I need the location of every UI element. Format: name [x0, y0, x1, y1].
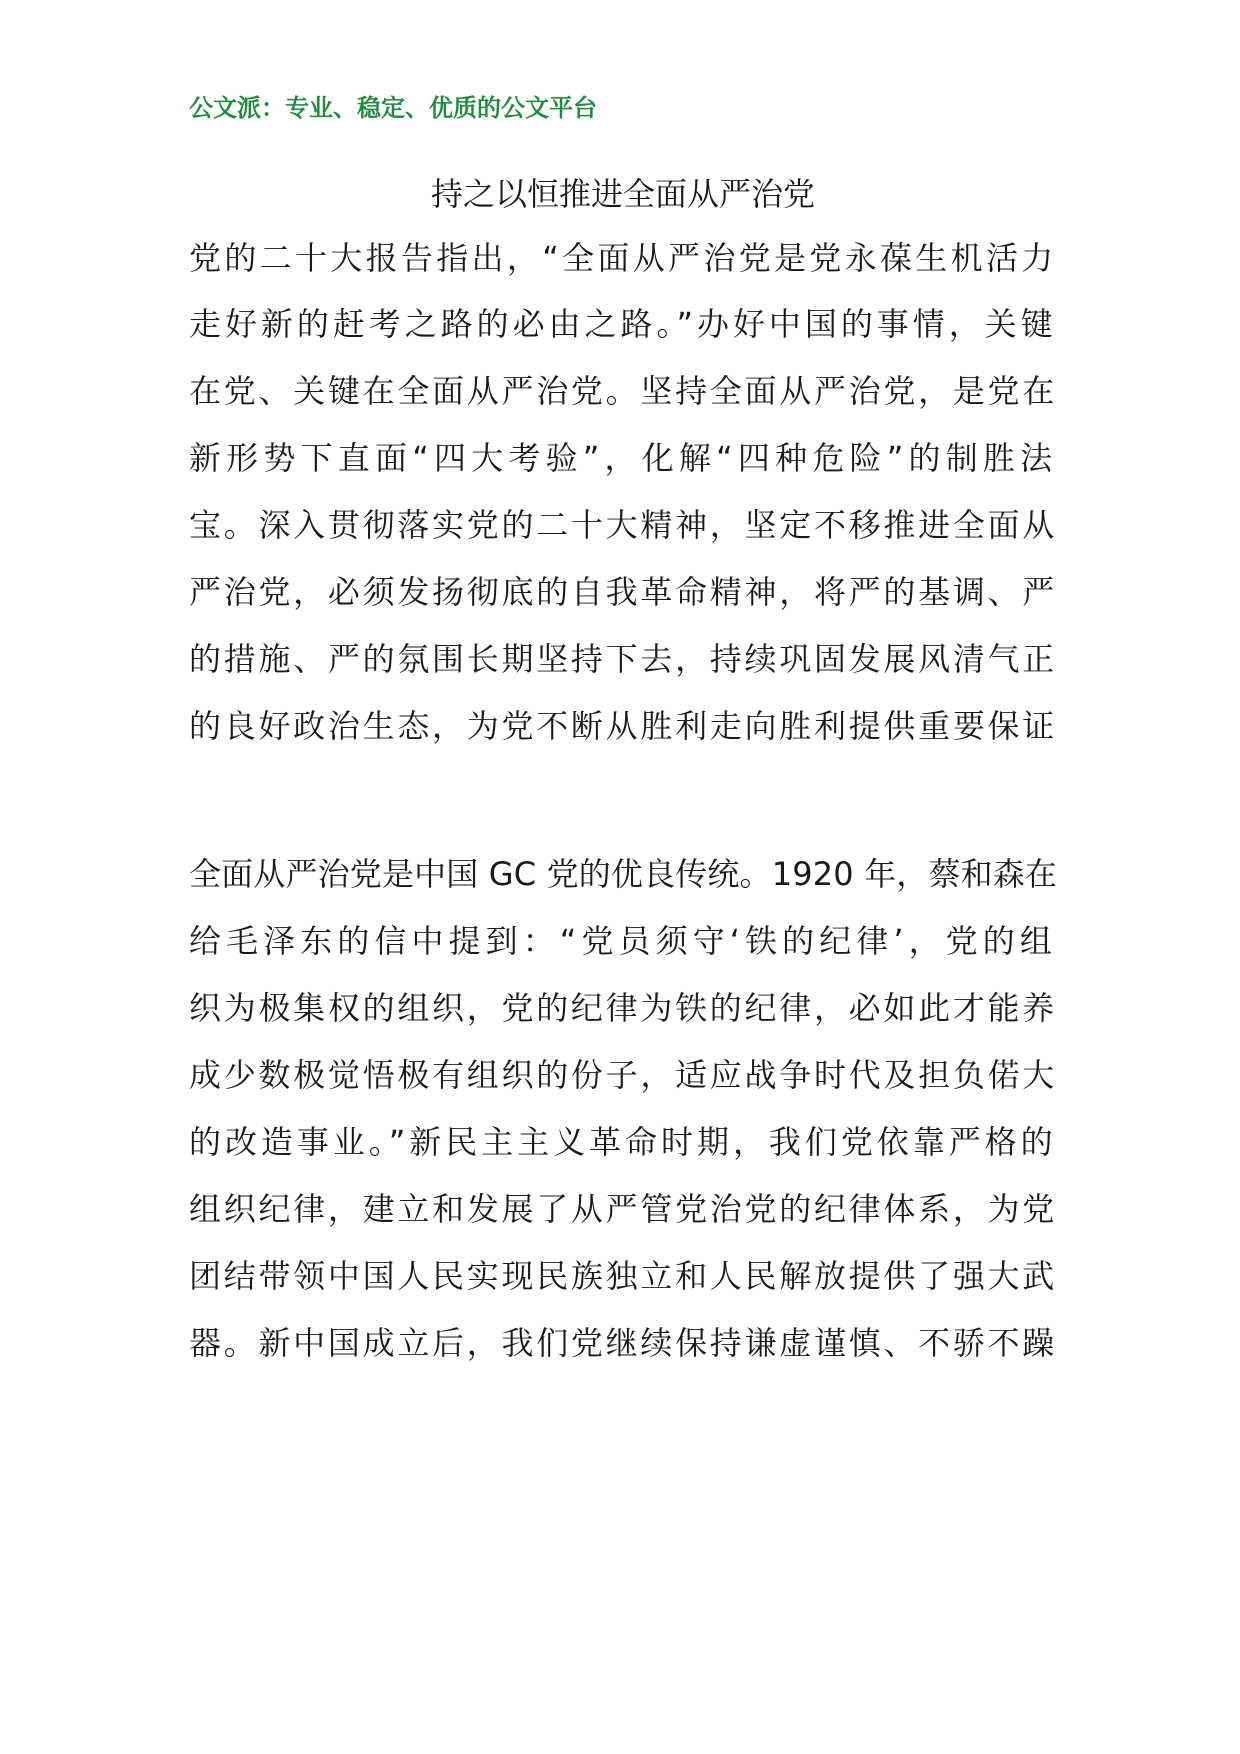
paragraph-line: 的改造事业。”新民主主义革命时期，我们党依靠严格的	[189, 1123, 1057, 1161]
paragraph-line: 的措施、严的氛围长期坚持下去，持续巩固发展风清气正	[189, 640, 1057, 678]
paragraph-line: 在党、关键在全面从严治党。坚持全面从严治党，是党在	[189, 372, 1057, 410]
paragraph-line: 器。新中国成立后，我们党继续保持谦虚谨慎、不骄不躁	[189, 1324, 1057, 1362]
paragraph-line: 团结带领中国人民实现民族独立和人民解放提供了强大武	[189, 1257, 1057, 1295]
paragraph-line: 给毛泽东的信中提到：“党员须守‘铁的纪律’，党的组	[189, 922, 1057, 960]
paragraph-line: 严治党，必须发扬彻底的自我革命精神，将严的基调、严	[189, 573, 1057, 611]
site-banner: 公文派：专业、稳定、优质的公文平台	[189, 93, 597, 122]
paragraph-line: 宝。深入贯彻落实党的二十大精神，坚定不移推进全面从	[189, 506, 1057, 544]
paragraph-line: 新形势下直面“四大考验”，化解“四种危险”的制胜法	[189, 439, 1057, 477]
paragraph-line: 的良好政治生态，为党不断从胜利走向胜利提供重要保证	[189, 707, 1057, 745]
paragraph-line: 党的二十大报告指出，“全面从严治党是党永葆生机活力	[189, 239, 1057, 277]
paragraph-line: 组织纪律，建立和发展了从严管党治党的纪律体系，为党	[189, 1190, 1057, 1228]
document-title: 持之以恒推进全面从严治党	[430, 175, 815, 213]
paragraph-line: 全面从严治党是中国 GC 党的优良传统。1920 年，蔡和森在	[189, 855, 1057, 893]
paragraph-line: 走好新的赶考之路的必由之路。”办好中国的事情，关键	[189, 305, 1057, 343]
paragraph-line: 织为极集权的组织，党的纪律为铁的纪律，必如此才能养	[189, 989, 1057, 1027]
paragraph-line: 成少数极觉悟极有组织的份子，适应战争时代及担负偌大	[189, 1056, 1057, 1094]
